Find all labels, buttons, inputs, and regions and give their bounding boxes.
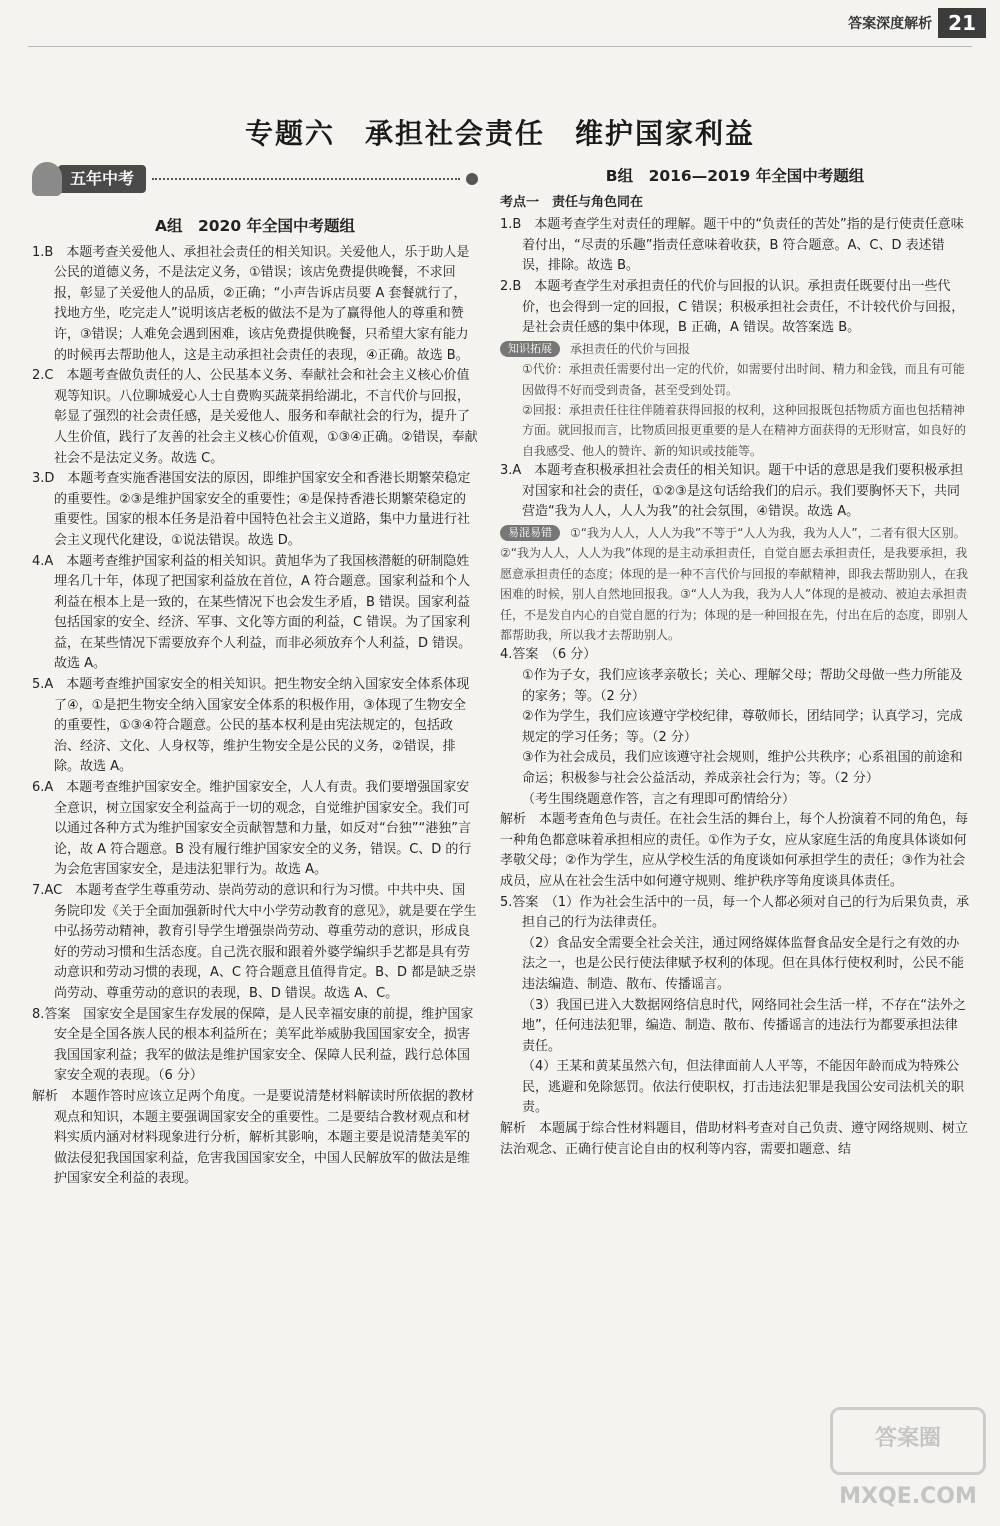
analysis-item: 解析 本题考查角色与责任。在社会生活的舞台上，每个人扮演着不同的角色，每一种角色都意味着承担相应的责任。①作为子女，应从家庭生活的角度具体谈如何孝敬父母；②作为学生，应从学校生活的角度谈如何承担学生的责任；③作为社会成员，应从在社会生活中如何遵守规则、维护秩序等角度谈具体责任。 bbox=[500, 812, 969, 889]
dotted-divider bbox=[152, 178, 460, 180]
answer-point: ②作为学生，我们应该遵守学校纪律，尊敬师长，团结同学；认真学习，完成规定的学习任务；等。（2 分） bbox=[522, 709, 963, 745]
answer-point: （4）王某和黄某虽然六旬，但法律面前人人平等，不能因年龄而成为特殊公民，逃避和免除惩罚。依法行使职权，打击违法犯罪是我国公安司法机关的职责。 bbox=[522, 1059, 965, 1116]
header-divider bbox=[28, 46, 972, 47]
right-column bbox=[500, 164, 970, 1160]
answer-note: （考生围绕题意作答，言之有理即可酌情给分） bbox=[522, 791, 796, 807]
dot-end-icon bbox=[466, 173, 478, 185]
answer-point: （2）食品安全需要全社会关注，通过网络媒体监督食品安全是行之有效的办法之一，也是公民行使法律赋予权利的体现。但在具体行使权利时，公民不能违法编造、制造、散布、传播谣言。 bbox=[522, 935, 965, 992]
answer-point: ①作为子女，我们应该孝亲敬长；关心、理解父母；帮助父母做一些力所能及的家务；等。（2 分） bbox=[522, 668, 963, 704]
tip-title: 承担责任的代价与回报 bbox=[570, 341, 691, 356]
answer-item: 4.答案 （6 分） bbox=[500, 647, 597, 663]
answer-item: 5.答案 （1）作为社会生活中的一员，每一个人都必须对自己的行为后果负责，承担自己的行为法律责任。 bbox=[500, 894, 970, 931]
tip-paragraph: ②回报：承担责任往往伴随着获得回报的权利，这种回报既包括物质方面也包括精神方面。就回报而言，比物质回报更重要的是人在精神方面获得的无形财富，如良好的自我感受、他人的赞许、新的知识或技能等。 bbox=[522, 402, 967, 458]
answer-point: ③作为社会成员，我们应该遵守社会规则，维护公共秩序；心系祖国的前途和命运；积极参与社会公益活动，养成亲社会行为；等。（2 分） bbox=[522, 750, 963, 786]
answer-item: 2.B 本题考查学生对承担责任的代价与回报的认识。承担责任既要付出一些代价，也会得到一定的回报，C 错误；积极承担社会责任，不计较代价与回报，是社会责任感的集中体现，B 正确，A 错误。故答案选 B。 bbox=[500, 278, 965, 336]
page-title: 专题六 承担社会责任 维护国家利益 bbox=[244, 117, 755, 150]
answer-item: 7.AC 本题考查学生尊重劳动、崇尚劳动的意识和行为习惯。中共中央、国务院印发《关于全面加强新时代大中小学劳动教育的意见》，就是要在学生中弘扬劳动精神，教育引导学生增强崇尚劳动、尊重劳动的意识，形成良好的劳动习惯和生活态度。自己洗衣服和跟着外婆学编织手艺都是具有劳动意识和劳动习惯的表现，A、C 符合题意且值得肯定。B、D 都是缺乏崇尚劳动、尊重劳动的意识的表现，B、D 错误。故选 A、C。 bbox=[32, 883, 477, 1001]
watermark-logo: 答案圈 MXQE.COM bbox=[830, 1407, 986, 1475]
confusion-tip bbox=[500, 523, 970, 645]
tip-badge: 易混易错 bbox=[500, 525, 560, 541]
group-b-title: B组 2016—2019 年全国中考题组 bbox=[605, 167, 865, 185]
five-year-badge: 五年中考 bbox=[58, 165, 146, 194]
answer-item: 4.A 本题考查维护国家利益的相关知识。黄旭华为了我国核潜艇的研制隐姓埋名几十年，体现了把国家利益放在首位，A 符合题意。国家利益和个人利益在根本上是一致的，在某些情况下也会发生矛盾，B 错误。国家利益包括国家的安全、经济、军事、文化等方面的利益，C 错误。为了国家利益，在某些情况下需要放弃个人利益，而非必须放弃个人利益，D 错误。故选 A。 bbox=[32, 553, 472, 672]
tip-badge: 知识拓展 bbox=[500, 341, 560, 357]
analysis-item: 解析 本题属于综合性材料题目，借助材料考查对自己负责、遵守网络规则、树立法治观念、正确行使言论自由的权利等内容，需要扣题意、结 bbox=[500, 1121, 969, 1157]
section-label: 答案深度解析 bbox=[848, 16, 933, 32]
answer-item: 6.A 本题考查维护国家安全。维护国家安全，人人有责。我们要增强国家安全意识，树立国家安全利益高于一切的观念，自觉维护国家安全。我们可以通过各种方式为维护国家安全贡献智慧和力量，如反对“台独”“港独”言论，故 A 符合题意。B 没有履行维护国家安全的义务，错误。C、D 的行为会危害国家安全，是违法犯罪行为。故选 A。 bbox=[32, 780, 472, 878]
answer-item: 2.C 本题考查做负责任的人、公民基本义务、奉献社会和社会主义核心价值观等知识。八位聊城爱心人士自费购买蔬菜捐给湖北，不言代价与回报，彰显了强烈的社会责任感，是关爱他人、服务和奉献社会的行为，提升了人生价值，践行了友善的社会主义核心价值观，①③④正确。②错误，奉献社会不是法定义务。故选 C。 bbox=[32, 368, 478, 466]
answer-item: 3.A 本题考查积极承担社会责任的相关知识。题干中话的意思是我们要积极承担对国家和社会的责任，①②③是这句话给我们的启示。我们要胸怀天下，共同营造“我为人人，人人为我”的社会氛围，④错误。故选 A。 bbox=[500, 463, 964, 520]
answer-item: 5.A 本题考查维护国家安全的相关知识。把生物安全纳入国家安全体系体现了④，①是把生物安全纳入国家安全体系的积极作用，③体现了生物安全的重要性，①③④符合题意。公民的基本权利是由宪法规定的，包括政治、经济、文化、人身权等，维护生物安全是公民的义务，②错误，排除。故选 A。 bbox=[32, 677, 470, 775]
page-header bbox=[848, 8, 986, 38]
kaodian-heading: 考点一 责任与角色同在 bbox=[500, 194, 644, 210]
answer-item: 1.B 本题考查学生对责任的理解。题干中的“负责任的苦处”指的是行使责任意味着付出，“尽责的乐趣”指责任意味着收获，B 符合题意。A、C、D 表述错误，排除。故选 B。 bbox=[500, 217, 964, 274]
knowledge-tip bbox=[500, 339, 970, 461]
answer-point: （3）我国已进入大数据网络信息时代，网络同社会生活一样，不存在“法外之地”，任何违法犯罪，编造、制造、散布、传播谣言的违法行为都要承担法律责任。 bbox=[522, 997, 967, 1054]
tip-paragraph: ①代价：承担责任需要付出一定的代价，如需要付出时间、精力和金钱，而且有可能因做得不好而受到责备，甚至受到处罚。 bbox=[522, 362, 965, 397]
group-a-title: A组 2020 年全国中考题组 bbox=[154, 217, 356, 235]
tip-text: ①“我为人人，人人为我”不等于“人人为我，我为人人”，二者有很大区别。②“我为人人，人人为我”体现的是主动承担责任，自觉自愿去承担责任，是我要承担，我愿意承担责任的态度；体现的是一种不言代价与回报的奉献精神，即我去帮助别人，在我困难的时候，别人自然地回报我。③“人人为我，我为人人”体现的是被动、被迫去承担责任，不是发自内心的自觉自愿的行为；体现的是一种回报在先，付出在后的态度，即别人都帮助我，所以我才去帮助别人。 bbox=[500, 525, 969, 642]
left-column bbox=[32, 158, 478, 1190]
analysis-item: 解析 本题作答时应该立足两个角度。一是要说清楚材料解读时所依据的教材观点和知识，本题主要强调国家安全的重要性。二是要结合教材观点和材料实质内涵对材料现象进行分析，解析其影响，本题主要是说清楚美军的做法侵犯我国国家利益，危害我国国家安全，中国人民解放军的做法是维护国家安全利益的表现。 bbox=[32, 1088, 475, 1187]
mascot-icon bbox=[32, 162, 62, 196]
answer-item: 8.答案 国家安全是国家生存发展的保障，是人民幸福安康的前提，维护国家安全是全国各族人民的根本利益所在；美军此举威胁我国国家安全，损害我国国家利益；我军的做法是维护国家安全、保障人民利益，践行总体国家安全观的表现。（6 分） bbox=[32, 1006, 474, 1084]
five-year-badge-row bbox=[32, 158, 478, 200]
page-number: 21 bbox=[938, 8, 986, 38]
answer-item: 1.B 本题考查关爱他人、承担社会责任的相关知识。关爱他人，乐于助人是公民的道德义务，不是法定义务，①错误；该店免费提供晚餐，不求回报，彰显了关爱他人的品质，②正确；“小声告诉店员要 A 套餐就行了，找地方坐，吃完走人”说明该店老板的做法不是为了赢得他人的尊重和赞许，③错误；人难免会遇到困难，该店免费提供晚餐，只希望大家有能力的时候再去帮助他人，这是主动承担社会责任的表现，④正确。故选 B。 bbox=[32, 244, 470, 363]
answer-item: 3.D 本题考查实施香港国安法的原因，即维护国家安全和香港长期繁荣稳定的重要性。②③是维护国家安全的重要性；④是保持香港长期繁荣稳定的重要性。国家的根本任务是沿着中国特色社会主义道路，集中力量进行社会主义现代化建设，①说法错误。故选 D。 bbox=[32, 471, 471, 548]
